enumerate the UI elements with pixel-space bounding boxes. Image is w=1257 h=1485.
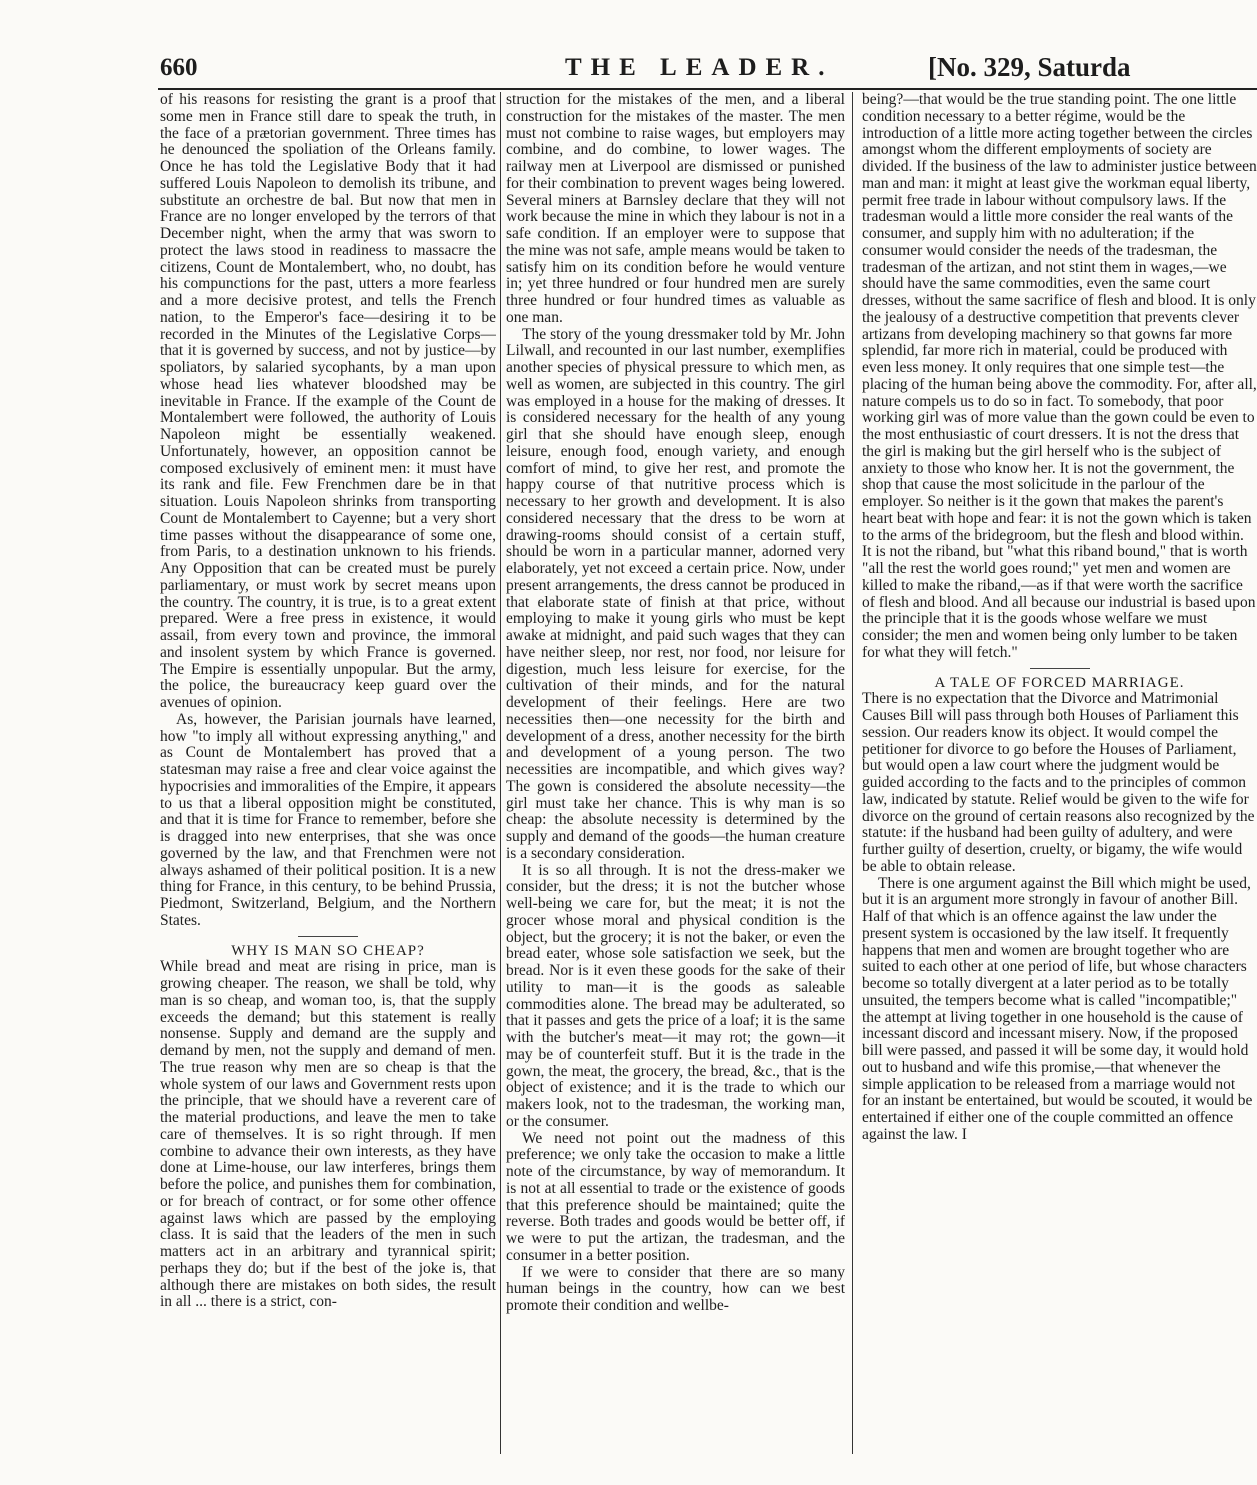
section-separator [1030,668,1090,669]
article-paragraph: If we were to consider that there are so many human beings in the country, how can we best promote their condition and wellbe- [506,1263,845,1314]
page-header [150,52,1257,88]
column-divider [852,92,853,1454]
article-paragraph: It is so all through. It is not the dress-maker we consider, but the dress; it is not the butcher whose well-being we care for, but the meat; it is not the grocer whose moral and physical condition is the object, but the grocery; it is not the baker, or even the bread eater, whose sole satisfaction we seek, but the bread. Nor is it even these goods for the sake of their utility to man—it is the goods as saleable commodities alone. The bread may be adulterated, so that it passes and gets the price of a loaf; it is the same with the butcher's meat—it may rot; the gown—it may be of counterfeit stuff. But it is the trade in the gown, the meat, the grocery, the bread, &c., that is the object of existence; and it is the trade to which our makers look, not to the tradesman, the working man, or the consumer. [506,861,845,1130]
masthead-title: THE LEADER. [565,54,834,81]
header-rule [158,88,1257,90]
article-paragraph: of his reasons for resisting the grant is a proof that some men in France still dare to speak the truth, in the face of a prætorian government. Three times has he denounced the spoliation of the Orleans family. Once he has told the Legislative Body that it had suffered Louis Napoleon to demolish its tribune, and substitute an orchestre de bal. But now that men in France are no longer enveloped by the terrors of that December night, when the army that was sworn to protect the laws stood in readiness to massacre the citizens, Count de Montalembert, who, no doubt, has his compunctions for the past, utters a more fearless and a more decisive protest, and tells the French nation, to the Emperor's face—desiring it to be recorded in the Minutes of the Legislative Corps—that it is governed by success, and not by justice—by spoliators, by salaried sycophants, by a man upon whose head lies whatever bloodshed may be inevitable in France. If the example of the Count de Montalembert were followed, the authority of Louis Napoleon might be essentially weakened. Unfortunately, however, an opposition cannot be composed exclusively of eminent men: it must have its rank and file. Few Frenchmen dare be in that situation. Louis Napoleon shrinks from transporting Count de Montalembert to Cayenne; but a very short time passes without the disappearance of some one, from Paris, to a destination unknown to his friends. Any Opposition that can be created must be purely parliamentary, or must work by secret means upon the country. The country, it is true, is to a great extent prepared. Were a free press in existence, it would assail, from every town and province, the immoral and insolent system by which France is governed. The Empire is essentially unpopular. But the army, the police, the bureaucracy keep guard over the avenues of opinion. [160,92,496,711]
article-paragraph: being?—that would be the true standing point. The one little condition necessary to a better régime, would be the introduction of a little more acting together between the circles amongst whom the different employments of society are divided. If the business of the law to administer justice between man and man: it might at least give the workman equal liberty, permit free trade in labour without compulsory laws. If the tradesman would a little more consider the real wants of the consumer, and supply him with no adulteration; if the consumer would consider the needs of the tradesman, the tradesman of the artizan, and not stint them in wages,—we should have the same commodities, even the same court dresses, without the same sacrifice of flesh and blood. It is only the jealousy of a destructive competition that prevents clever artizans from developing machinery so that gowns far more splendid, far more rich in material, could be produced with even less money. It only requires that one simple test—the placing of the human being above the commodity. For, after all, nature compels us to do so in fact. To somebody, that poor working girl was of more value than the gown could be even to the most enthusiastic of court dressers. It is not the dress that the girl is making but the girl herself who is the subject of anxiety to those who know her. It is not the government, the shop that cause the most solicitude in the parlour of the employer. So neither is it the gown that makes the parent's heart beat with hope and fear: it is not the gown which is taken to the arms of the bridegroom, but the flesh and blood within. It is not the riband, but "what this riband bound," that is worth "all the rest the world goes round;" yet men and women are killed to make the riband,—as if that were worth the sacrifice of flesh and blood. And all because our industrial is based upon the principle that it is the goods whose welfare we must consider; the men and women being only lumber to be taken for what they will fetch." [862,92,1257,661]
column-2 [506,92,845,1454]
article-heading: WHY IS MAN SO CHEAP? [231,942,425,959]
issue-label: [No. 329, Saturda [928,52,1131,82]
column-divider [500,92,501,1454]
article-paragraph: The story of the young dressmaker told by Mr. John Lilwall, and recounted in our last number, exemplifies another species of physical pressure to which men, as well as women, are subjected in this country. The girl was employed in a house for the making of dresses. It is considered necessary for the health of any young girl that she should have enough sleep, enough leisure, enough food, enough variety, and enough comfort of mind, to give her rest, and promote the happy course of that nutritive process which is necessary to her growth and development. It is also considered necessary that the dress to be worn at drawing-rooms should consist of a certain stuff, should be worn in a particular manner, adorned very elaborately, yet not exceed a certain price. Now, under present arrangements, the dress cannot be produced in that elaborate state of finish at that price, without employing to make it young girls who must be kept awake at midnight, and paid such wages that they can have neither sleep, nor rest, nor food, nor leisure for digestion, much less leisure for exercise, for the cultivation of their minds, and for the natural development of their feelings. Here are two necessities then—one necessity for the birth and development of a dress, another necessity for the birth and development of a young person. The two necessities are incompatible, and which gives way? The gown is considered the absolute necessity—the girl must take her chance. This is why man is so cheap: the absolute necessity is determined by the supply and demand of the goods—the human creature is a secondary consideration. [506,325,845,862]
article-paragraph: While bread and meat are rising in price, man is growing cheaper. The reason, we shall be told, why man is so cheap, and woman too, is, that the supply exceeds the demand; but this statement is really nonsense. Supply and demand are the supply and demand by men, not the supply and demand of men. The true reason why men are so cheap is that the whole system of our laws and Government rests upon the principle, that we should have a reverent care of the material productions, and leave the men to take care of themselves. It is so right through. If men combine to advance their own interests, as they have done at Lime-house, our law interferes, brings them before the police, and punishes them for combination, or for breach of contract, or for some other offence against laws which are passed by the employing class. It is said that the leaders of the men in such matters act in an arbitrary and tyrannical spirit; perhaps they do; but if the best of the joke is, that although there are mistakes on both sides, the result in all ... there is a strict, con- [160,958,496,1311]
page-number: 660 [160,54,198,81]
article-paragraph: There is no expectation that the Divorce and Matrimonial Causes Bill will pass through both Houses of Parliament this session. Our readers know its object. It would compel the petitioner for divorce to go before the Houses of Parliament, but would open a law court where the judgment would be guided according to the facts and to the principles of common law, indicated by statute. Relief would be given to the wife for divorce on the ground of certain reasons also recognized by the statute: if the husband had been guilty of adultery, and were further guilty of desertion, cruelty, or bigamy, the wife would be able to obtain release. [862,690,1255,875]
article-paragraph: struction for the mistakes of the men, and a liberal construction for the mistakes of the master. The men must not combine to raise wages, but employers may combine, and do combine, to lower wages. The railway men at Liverpool are dismissed or punished for their combination to prevent wages being lowered. Several miners at Barnsley declare that they will not work because the mine in which they labour is not in a safe condition. If an employer were to suppose that the mine was not safe, ample means would be taken to satisfy him on its condition before he would venture in; yet three hundred or four hundred men are surely three hundred or four hundred times as valuable as one man. [506,92,845,326]
section-separator [298,936,358,937]
article-paragraph: As, however, the Parisian journals have learned, how "to imply all without expressing anything," and as Count de Montalembert has proved that a statesman may raise a free and clear voice against the hypocrisies and immoralities of the Empire, it appears to us that a liberal opposition might be constituted, and that it is time for France to remember, before she is dragged into new enterprises, that she was once governed by the law, and that Frenchmen were not always ashamed of their political position. It is a new thing for France, in this century, to be behind Prussia, Piedmont, Switzerland, Belgium, and the Northern States. [160,710,496,929]
column-3 [862,92,1257,1454]
article-paragraph: We need not point out the madness of this preference; we only take the occasion to make a little note of the circumstance, by way of memorandum. It is not at all essential to trade or the existence of goods that this preference should be maintained; quite the reverse. Both trades and goods would be better off, if we were to put the artizan, the tradesman, and the consumer in a better position. [506,1129,845,1264]
column-1 [160,92,496,1454]
article-heading: A TALE OF FORCED MARRIAGE. [934,674,1185,691]
article-paragraph: There is one argument against the Bill which might be used, but it is an argument more strongly in favour of another Bill. Half of that which is an offence against the law under the present system is occasioned by the law itself. It frequently happens that men and women are brought together who are suited to each other at one period of life, but whose characters become so totally divergent at a later period as to be totally unsuited, the tempers become what is called "incompatible;" the attempt at living together in one household is the cause of incessant discord and incessant misery. Now, if the proposed bill were passed, and passed it will be some day, it would hold out to husband and wife this promise,—that whenever the simple application to be released from a marriage would not for an instant be entertained, but would be scouted, it would be entertained if either one of the couple committed an offence against the law. I [862,874,1253,1143]
